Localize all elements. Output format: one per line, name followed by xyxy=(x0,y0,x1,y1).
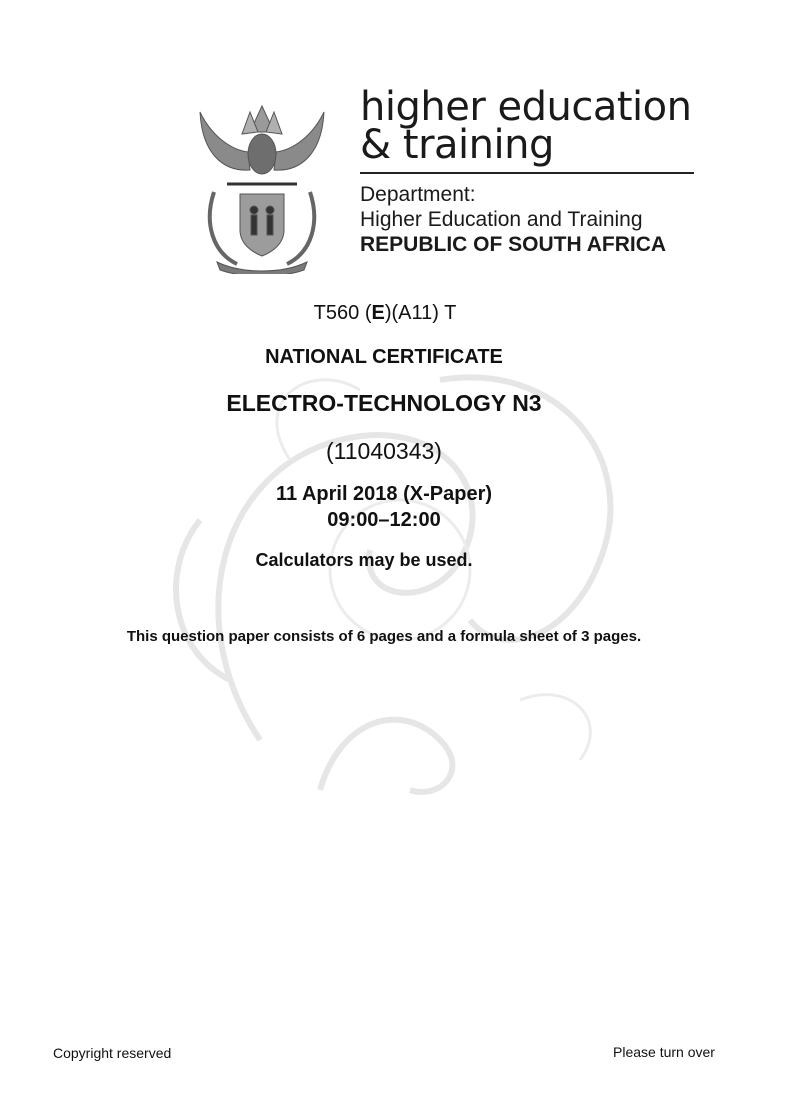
page-count-note: This question paper consists of 6 pages and a formula sheet of 3 pages. xyxy=(126,628,642,645)
subject-code: (11040343) xyxy=(326,438,442,464)
certificate-title: NATIONAL CERTIFICATE xyxy=(265,346,503,368)
department-name: Higher Education and Training xyxy=(360,208,643,231)
brand-block xyxy=(360,84,700,257)
subject-title: ELECTRO-TECHNOLOGY N3 xyxy=(226,390,542,416)
paper-code xyxy=(0,302,770,325)
exam-time: 09:00–12:00 xyxy=(327,509,441,531)
turn-over-note: Please turn over xyxy=(613,1044,715,1060)
brand-title-line1: higher education xyxy=(360,84,692,130)
department-label: Department: xyxy=(360,183,476,206)
country-name: REPUBLIC OF SOUTH AFRICA xyxy=(360,233,667,256)
paper-code-suffix: )(A11) T xyxy=(384,302,457,324)
copyright-notice: Copyright reserved xyxy=(53,1045,172,1061)
exam-date: 11 April 2018 (X-Paper) xyxy=(275,483,493,505)
coat-of-arms-icon xyxy=(192,92,332,274)
paper-code-language: E xyxy=(371,302,385,324)
calculator-note: Calculators may be used. xyxy=(255,550,473,570)
brand-title-line2: & training xyxy=(360,122,554,168)
paper-code-prefix: T560 ( xyxy=(313,302,372,324)
brand-divider xyxy=(360,172,694,174)
